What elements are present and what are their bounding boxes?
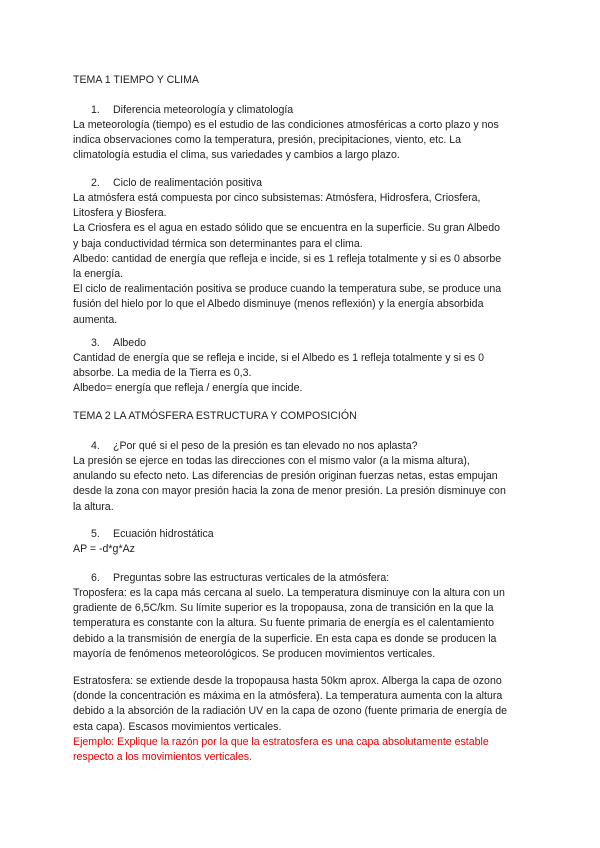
section2-body xyxy=(73,191,531,328)
paragraph-line: La meteorología (tiempo) es el estudio de las condiciones atmosféricas a corto plazo y nos xyxy=(73,119,499,131)
paragraph-line: La atmósfera está compuesta por cinco subsistemas: Atmósfera, Hidrosfera, Criosfera, xyxy=(73,192,481,204)
section5-body xyxy=(73,542,531,557)
paragraph-line: Estratosfera: se extiende desde la tropopausa hasta 50km aprox. Alberga la capa de ozono xyxy=(73,675,502,687)
paragraph-line: mayoría de fenómenos meteorológicos. Se producen movimientos verticales. xyxy=(73,647,436,660)
section3-number: 3. xyxy=(91,337,100,349)
section6-number: 6. xyxy=(91,572,100,584)
section5-heading-text: Ecuación hidrostática xyxy=(113,528,214,540)
section3-heading-text: Albedo xyxy=(113,337,146,349)
section3-heading xyxy=(73,336,549,351)
paragraph-line: temperatura es constante con la altura. Su fuente primaria de energía es el calentamiento xyxy=(73,617,495,630)
paragraph-line: debido a la absorción de la radiación UV en la capa de ozono (fuente primaria de energía de xyxy=(73,705,508,718)
section2-number: 2. xyxy=(91,177,100,189)
paragraph-line: Albedo: cantidad de energía que refleja e incide, si es 1 refleja totalmente y si es 0 absorbe xyxy=(73,252,502,265)
paragraph-line: anulando su efecto neto. Las diferencias de presión originan fuerzas netas, estas empujan xyxy=(73,470,498,483)
paragraph-line: indica observaciones como la temperatura, presión, precipitaciones, viento, etc. La xyxy=(73,134,462,147)
paragraph-line: y baja conductividad térmica son determinantes para el clima. xyxy=(73,237,363,250)
estratosfera-paragraph xyxy=(73,674,531,765)
paragraph-line: La presión se ejerce en todas las direcciones con el mismo valor (a la misma altura), xyxy=(73,455,470,467)
paragraph-line: gradiente de 6,5C/km. Su límite superior es la tropopausa, zona de transición en la que la xyxy=(73,602,494,615)
paragraph-line: la energía. xyxy=(73,268,124,281)
paragraph-line: El ciclo de realimentación positiva se produce cuando la temperatura sube, se produce una xyxy=(73,283,502,296)
section5-heading xyxy=(73,527,549,542)
section4-heading-text: ¿Por qué si el peso de la presión es tan elevado no nos aplasta? xyxy=(113,440,418,452)
paragraph-line: la altura. xyxy=(73,500,114,513)
paragraph-line: Albedo= energía que refleja / energía que incide. xyxy=(73,382,303,395)
section4-heading xyxy=(73,439,549,454)
section4-number: 4. xyxy=(91,440,100,452)
paragraph-line: (donde la concentración es máxima en la atmósfera). La temperatura aumenta con la altura xyxy=(73,690,503,703)
section5-number: 5. xyxy=(91,528,100,540)
paragraph-line: climatología estudia el clima, sus variedades y cambios a largo plazo. xyxy=(73,149,400,162)
section1-number: 1. xyxy=(91,104,100,116)
tema2-title: TEMA 2 LA ATMÓSFERA ESTRUCTURA Y COMPOSICIÓN xyxy=(73,410,357,422)
equation-line: AP = -d*g*Az xyxy=(73,543,135,555)
example-question-line: Ejemplo: Explique la razón por la que la estratosfera es una capa absolutamente estable xyxy=(73,735,489,748)
section6-heading-text: Preguntas sobre las estructuras verticales de la atmósfera: xyxy=(113,572,390,584)
paragraph-line: fusión del hielo por lo que el Albedo disminuye (menos reflexión) y la energía absorbida xyxy=(73,298,484,311)
section1-heading xyxy=(73,103,549,118)
paragraph-line: debido a la transmisión de energía de la superficie. En esta capa es donde se producen la xyxy=(73,632,497,645)
section4-body xyxy=(73,454,531,515)
example-question-line: respecto a los movimientos verticales. xyxy=(73,751,252,764)
paragraph-line: Cantidad de energía que se refleja e incide, si el Albedo es 1 refleja totalmente y si es 0 xyxy=(73,352,485,364)
section1-body xyxy=(73,118,531,164)
paragraph-line: aumenta. xyxy=(73,313,118,326)
paragraph-line: Litosfera y Biosfera. xyxy=(73,207,167,220)
paragraph-line: esta capa). Escasos movimientos verticales. xyxy=(73,720,282,733)
paragraph-line: absorbe. La media de la Tierra es 0,3. xyxy=(73,367,252,380)
troposfera-paragraph xyxy=(73,586,531,662)
section2-heading xyxy=(73,176,549,191)
tema1-title: TEMA 1 TIEMPO Y CLIMA xyxy=(73,74,199,86)
paragraph-line: La Criosfera es el agua en estado sólido que se encuentra en la superficie. Su gran Albedo xyxy=(73,222,500,235)
paragraph-line: desde la zona con mayor presión hacia la zona de menor presión. La presión disminuye con xyxy=(73,485,506,498)
section1-heading-text: Diferencia meteorología y climatología xyxy=(113,104,294,116)
section6-heading xyxy=(73,571,549,586)
section2-heading-text: Ciclo de realimentación positiva xyxy=(113,177,262,189)
paragraph-line: Troposfera: es la capa más cercana al suelo. La temperatura disminuye con la altura con un xyxy=(73,587,505,599)
section3-body xyxy=(73,351,531,397)
